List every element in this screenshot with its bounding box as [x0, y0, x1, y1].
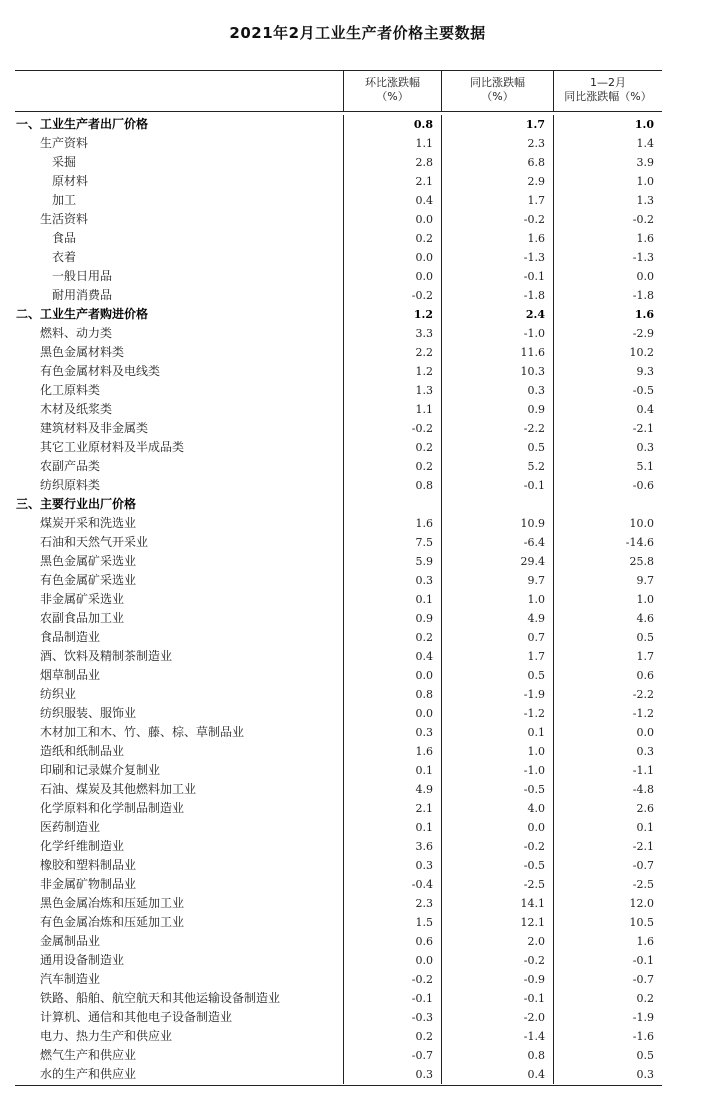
table-row — [15, 989, 662, 1008]
mom-value: 2.3 — [343, 894, 441, 913]
yoy-value: -0.5 — [441, 856, 553, 875]
table-row — [15, 438, 662, 457]
mom-value: 0.9 — [343, 609, 441, 628]
mom-value: 0.2 — [343, 628, 441, 647]
row-label: 烟草制品业 — [40, 668, 101, 682]
ytd-value: -14.6 — [553, 533, 662, 552]
yoy-value: 2.4 — [441, 305, 553, 324]
ytd-value: 0.3 — [553, 742, 662, 761]
row-label: 汽车制造业 — [40, 972, 101, 986]
table-row — [15, 609, 662, 628]
mom-value: 5.9 — [343, 552, 441, 571]
mom-value: -0.3 — [343, 1008, 441, 1027]
table-row — [15, 191, 662, 210]
ytd-value: 1.4 — [553, 134, 662, 153]
ytd-value: -0.7 — [553, 856, 662, 875]
yoy-value: 14.1 — [441, 894, 553, 913]
yoy-value: 0.0 — [441, 818, 553, 837]
table-row — [15, 324, 662, 343]
row-label: 非金属矿物制品业 — [40, 877, 137, 891]
header-yoy-line1: 同比涨跌幅 — [470, 76, 525, 89]
ytd-value: 0.4 — [553, 400, 662, 419]
yoy-value: -2.5 — [441, 875, 553, 894]
mom-value: 2.2 — [343, 343, 441, 362]
mom-value: 1.6 — [343, 514, 441, 533]
ytd-value: 0.5 — [553, 1046, 662, 1065]
table-row — [15, 742, 662, 761]
yoy-value: 6.8 — [441, 153, 553, 172]
mom-value: 0.8 — [343, 476, 441, 495]
table-row — [15, 799, 662, 818]
table-row — [15, 571, 662, 590]
header-yoy — [441, 71, 553, 111]
mom-value: 0.0 — [343, 210, 441, 229]
row-label: 燃气生产和供应业 — [40, 1048, 137, 1062]
row-label: 有色金属冶炼和压延加工业 — [40, 915, 185, 929]
ytd-value: -2.1 — [553, 419, 662, 438]
row-label: 化学纤维制造业 — [40, 839, 125, 853]
row-label: 加工 — [52, 193, 77, 207]
ytd-value: 0.3 — [553, 438, 662, 457]
yoy-value: -0.2 — [441, 951, 553, 970]
mom-value: 1.6 — [343, 742, 441, 761]
row-label: 橡胶和塑料制品业 — [40, 858, 137, 872]
table-row — [15, 514, 662, 533]
ytd-value: 0.3 — [553, 1065, 662, 1084]
row-label: 造纸和纸制品业 — [40, 744, 125, 758]
row-label: 黑色金属冶炼和压延加工业 — [40, 896, 185, 910]
yoy-value: -0.2 — [441, 837, 553, 856]
row-label: 非金属矿采选业 — [40, 592, 125, 606]
header-yoy-line2: （%） — [481, 90, 514, 103]
ytd-value: -1.6 — [553, 1027, 662, 1046]
ytd-value: 1.0 — [553, 115, 662, 134]
row-label: 其它工业原材料及半成品类 — [40, 440, 185, 454]
ytd-value: -2.2 — [553, 685, 662, 704]
mom-value: 0.3 — [343, 571, 441, 590]
table-row — [15, 951, 662, 970]
yoy-value: 11.6 — [441, 343, 553, 362]
yoy-value: -2.0 — [441, 1008, 553, 1027]
mom-value: -0.2 — [343, 286, 441, 305]
row-label: 生活资料 — [40, 212, 89, 226]
mom-value: 0.1 — [343, 818, 441, 837]
ytd-value: 0.6 — [553, 666, 662, 685]
table-row — [15, 590, 662, 609]
row-label: 纺织业 — [40, 687, 77, 701]
yoy-value: -6.4 — [441, 533, 553, 552]
row-label: 采掘 — [52, 155, 77, 169]
yoy-value: -0.2 — [441, 210, 553, 229]
yoy-value: 0.5 — [441, 438, 553, 457]
mom-value: 0.3 — [343, 723, 441, 742]
yoy-value: 0.4 — [441, 1065, 553, 1084]
section-heading-row — [15, 495, 662, 514]
yoy-value: 4.0 — [441, 799, 553, 818]
ytd-value: -0.5 — [553, 381, 662, 400]
ytd-value: 0.5 — [553, 628, 662, 647]
row-label: 衣着 — [52, 250, 77, 264]
mom-value: 7.5 — [343, 533, 441, 552]
yoy-value: -0.1 — [441, 476, 553, 495]
ytd-value: -2.5 — [553, 875, 662, 894]
yoy-value: 1.7 — [441, 191, 553, 210]
mom-value: -0.7 — [343, 1046, 441, 1065]
ytd-value: 0.0 — [553, 267, 662, 286]
row-label: 一、工业生产者出厂价格 — [16, 117, 149, 131]
mom-value: 0.0 — [343, 267, 441, 286]
row-label: 纺织原料类 — [40, 478, 101, 492]
mom-value: 3.3 — [343, 324, 441, 343]
header-mom — [343, 71, 441, 111]
table-row — [15, 343, 662, 362]
ytd-value: -1.2 — [553, 704, 662, 723]
row-label: 农副食品加工业 — [40, 611, 125, 625]
ytd-value: -1.1 — [553, 761, 662, 780]
row-label: 电力、热力生产和供应业 — [40, 1029, 173, 1043]
ytd-value: 10.5 — [553, 913, 662, 932]
yoy-value: 1.0 — [441, 590, 553, 609]
row-label: 酒、饮料及精制茶制造业 — [40, 649, 173, 663]
mom-value: 0.8 — [343, 115, 441, 134]
table-row — [15, 210, 662, 229]
yoy-value: -1.8 — [441, 286, 553, 305]
table-row — [15, 875, 662, 894]
yoy-value: 10.3 — [441, 362, 553, 381]
mom-value: 1.3 — [343, 381, 441, 400]
yoy-value: -0.1 — [441, 989, 553, 1008]
table-row — [15, 533, 662, 552]
mom-value: 0.3 — [343, 1065, 441, 1084]
mom-value: 1.2 — [343, 362, 441, 381]
row-label: 食品 — [52, 231, 77, 245]
table-row — [15, 818, 662, 837]
table-row — [15, 1065, 662, 1084]
yoy-value: 0.1 — [441, 723, 553, 742]
ytd-value: -1.9 — [553, 1008, 662, 1027]
table-row — [15, 666, 662, 685]
ytd-value: 3.9 — [553, 153, 662, 172]
row-label: 石油和天然气开采业 — [40, 535, 149, 549]
table-row — [15, 647, 662, 666]
ytd-value: 0.1 — [553, 818, 662, 837]
row-label: 有色金属矿采选业 — [40, 573, 137, 587]
ytd-value: 0.2 — [553, 989, 662, 1008]
ytd-value: -0.1 — [553, 951, 662, 970]
ytd-value: 10.0 — [553, 514, 662, 533]
ytd-value: 25.8 — [553, 552, 662, 571]
yoy-value: 0.9 — [441, 400, 553, 419]
mom-value: -0.2 — [343, 419, 441, 438]
ytd-value: 0.0 — [553, 723, 662, 742]
yoy-value: -1.3 — [441, 248, 553, 267]
mom-value: 3.6 — [343, 837, 441, 856]
mom-value: 1.5 — [343, 913, 441, 932]
mom-value: 0.4 — [343, 191, 441, 210]
yoy-value: 4.9 — [441, 609, 553, 628]
yoy-value: -1.9 — [441, 685, 553, 704]
row-label: 通用设备制造业 — [40, 953, 125, 967]
section-heading-row — [15, 305, 662, 324]
row-label: 化学原料和化学制品制造业 — [40, 801, 185, 815]
mom-value: 0.4 — [343, 647, 441, 666]
mom-value: 1.2 — [343, 305, 441, 324]
yoy-value: 29.4 — [441, 552, 553, 571]
yoy-value: -1.0 — [441, 324, 553, 343]
row-label: 燃料、动力类 — [40, 326, 113, 340]
ytd-value: 1.0 — [553, 172, 662, 191]
yoy-value: 0.7 — [441, 628, 553, 647]
ytd-value: 1.6 — [553, 932, 662, 951]
table-row — [15, 457, 662, 476]
row-label: 三、主要行业出厂价格 — [16, 497, 137, 511]
header-ytd — [553, 71, 662, 111]
yoy-value: 1.7 — [441, 115, 553, 134]
row-label: 生产资料 — [40, 136, 89, 150]
data-table — [15, 70, 662, 1086]
mom-value: -0.4 — [343, 875, 441, 894]
yoy-value: 10.9 — [441, 514, 553, 533]
yoy-value: 1.0 — [441, 742, 553, 761]
row-label: 水的生产和供应业 — [40, 1067, 137, 1081]
row-label: 木材及纸浆类 — [40, 402, 113, 416]
row-label: 铁路、船舶、航空航天和其他运输设备制造业 — [40, 991, 281, 1005]
yoy-value: 9.7 — [441, 571, 553, 590]
row-label: 原材料 — [52, 174, 89, 188]
yoy-value: -1.4 — [441, 1027, 553, 1046]
yoy-value: -1.0 — [441, 761, 553, 780]
mom-value: 0.1 — [343, 590, 441, 609]
table-row — [15, 780, 662, 799]
mom-value: 2.1 — [343, 172, 441, 191]
row-label: 一般日用品 — [52, 269, 113, 283]
yoy-value: -2.2 — [441, 419, 553, 438]
mom-value: 0.0 — [343, 248, 441, 267]
ytd-value: -4.8 — [553, 780, 662, 799]
table-row — [15, 419, 662, 438]
table-row — [15, 400, 662, 419]
table-row — [15, 267, 662, 286]
row-label: 耐用消费品 — [52, 288, 113, 302]
table-row — [15, 248, 662, 267]
ytd-value: -0.6 — [553, 476, 662, 495]
table-row — [15, 134, 662, 153]
mom-value: 1.1 — [343, 134, 441, 153]
yoy-value: -1.2 — [441, 704, 553, 723]
ytd-value: 2.6 — [553, 799, 662, 818]
ytd-value: 5.1 — [553, 457, 662, 476]
page-title: 2021年2月工业生产者价格主要数据 — [229, 24, 486, 42]
yoy-value: 2.0 — [441, 932, 553, 951]
yoy-value — [441, 495, 553, 514]
yoy-value: 2.9 — [441, 172, 553, 191]
row-label: 木材加工和木、竹、藤、棕、草制品业 — [40, 725, 245, 739]
yoy-value: 1.7 — [441, 647, 553, 666]
table-row — [15, 476, 662, 495]
ytd-value: 1.0 — [553, 590, 662, 609]
table-row — [15, 172, 662, 191]
table-row — [15, 628, 662, 647]
header-blank-cell — [15, 71, 343, 111]
mom-value: 0.2 — [343, 457, 441, 476]
ytd-value: -2.1 — [553, 837, 662, 856]
ytd-value: 9.7 — [553, 571, 662, 590]
row-label: 纺织服装、服饰业 — [40, 706, 137, 720]
mom-value: 0.0 — [343, 666, 441, 685]
mom-value: 0.2 — [343, 1027, 441, 1046]
row-label: 食品制造业 — [40, 630, 101, 644]
ytd-value: 9.3 — [553, 362, 662, 381]
table-header — [15, 71, 662, 112]
table-body — [15, 112, 662, 1085]
table-row — [15, 381, 662, 400]
mom-value: 1.1 — [343, 400, 441, 419]
yoy-value: -0.5 — [441, 780, 553, 799]
table-row — [15, 1027, 662, 1046]
table-row — [15, 723, 662, 742]
table-row — [15, 837, 662, 856]
mom-value: 0.0 — [343, 704, 441, 723]
row-label: 金属制品业 — [40, 934, 101, 948]
table-row — [15, 704, 662, 723]
table-row — [15, 552, 662, 571]
row-label: 黑色金属矿采选业 — [40, 554, 137, 568]
header-mom-line2: （%） — [376, 90, 409, 103]
ytd-value — [553, 495, 662, 514]
table-row — [15, 761, 662, 780]
table-row — [15, 856, 662, 875]
yoy-value: 12.1 — [441, 913, 553, 932]
ytd-value: 12.0 — [553, 894, 662, 913]
table-row — [15, 229, 662, 248]
ytd-value: 4.6 — [553, 609, 662, 628]
row-label: 化工原料类 — [40, 383, 101, 397]
row-label: 煤炭开采和洗选业 — [40, 516, 137, 530]
ytd-value: -0.2 — [553, 210, 662, 229]
mom-value: 2.8 — [343, 153, 441, 172]
table-row — [15, 970, 662, 989]
ytd-value: 1.7 — [553, 647, 662, 666]
table-row — [15, 932, 662, 951]
ytd-value: -2.9 — [553, 324, 662, 343]
yoy-value: 0.5 — [441, 666, 553, 685]
ytd-value: 10.2 — [553, 343, 662, 362]
row-label: 建筑材料及非金属类 — [40, 421, 149, 435]
mom-value: 0.8 — [343, 685, 441, 704]
mom-value — [343, 495, 441, 514]
header-mom-line1: 环比涨跌幅 — [365, 76, 420, 89]
header-ytd-line2: 同比涨跌幅（%） — [564, 90, 652, 103]
yoy-value: 0.3 — [441, 381, 553, 400]
ytd-value: -0.7 — [553, 970, 662, 989]
mom-value: 0.2 — [343, 229, 441, 248]
section-heading-row — [15, 115, 662, 134]
row-label: 二、工业生产者购进价格 — [16, 307, 149, 321]
yoy-value: 2.3 — [441, 134, 553, 153]
ytd-value: 1.6 — [553, 305, 662, 324]
yoy-value: -0.9 — [441, 970, 553, 989]
yoy-value: 5.2 — [441, 457, 553, 476]
table-row — [15, 153, 662, 172]
mom-value: 0.3 — [343, 856, 441, 875]
table-row — [15, 1008, 662, 1027]
table-row — [15, 362, 662, 381]
row-label: 计算机、通信和其他电子设备制造业 — [40, 1010, 233, 1024]
ytd-value: -1.3 — [553, 248, 662, 267]
row-label: 石油、煤炭及其他燃料加工业 — [40, 782, 197, 796]
table-row — [15, 685, 662, 704]
mom-value: 0.1 — [343, 761, 441, 780]
mom-value: 4.9 — [343, 780, 441, 799]
row-label: 医药制造业 — [40, 820, 101, 834]
mom-value: -0.2 — [343, 970, 441, 989]
mom-value: 0.2 — [343, 438, 441, 457]
mom-value: 2.1 — [343, 799, 441, 818]
header-ytd-line1: 1—2月 — [590, 76, 626, 89]
yoy-value: -0.1 — [441, 267, 553, 286]
yoy-value: 0.8 — [441, 1046, 553, 1065]
row-label: 农副产品类 — [40, 459, 101, 473]
table-row — [15, 1046, 662, 1065]
mom-value: 0.6 — [343, 932, 441, 951]
mom-value: 0.0 — [343, 951, 441, 970]
table-row — [15, 913, 662, 932]
row-label: 印刷和记录媒介复制业 — [40, 763, 161, 777]
row-label: 有色金属材料及电线类 — [40, 364, 161, 378]
table-row — [15, 894, 662, 913]
mom-value: -0.1 — [343, 989, 441, 1008]
ytd-value: -1.8 — [553, 286, 662, 305]
row-label: 黑色金属材料类 — [40, 345, 125, 359]
ytd-value: 1.3 — [553, 191, 662, 210]
ytd-value: 1.6 — [553, 229, 662, 248]
yoy-value: 1.6 — [441, 229, 553, 248]
table-row — [15, 286, 662, 305]
